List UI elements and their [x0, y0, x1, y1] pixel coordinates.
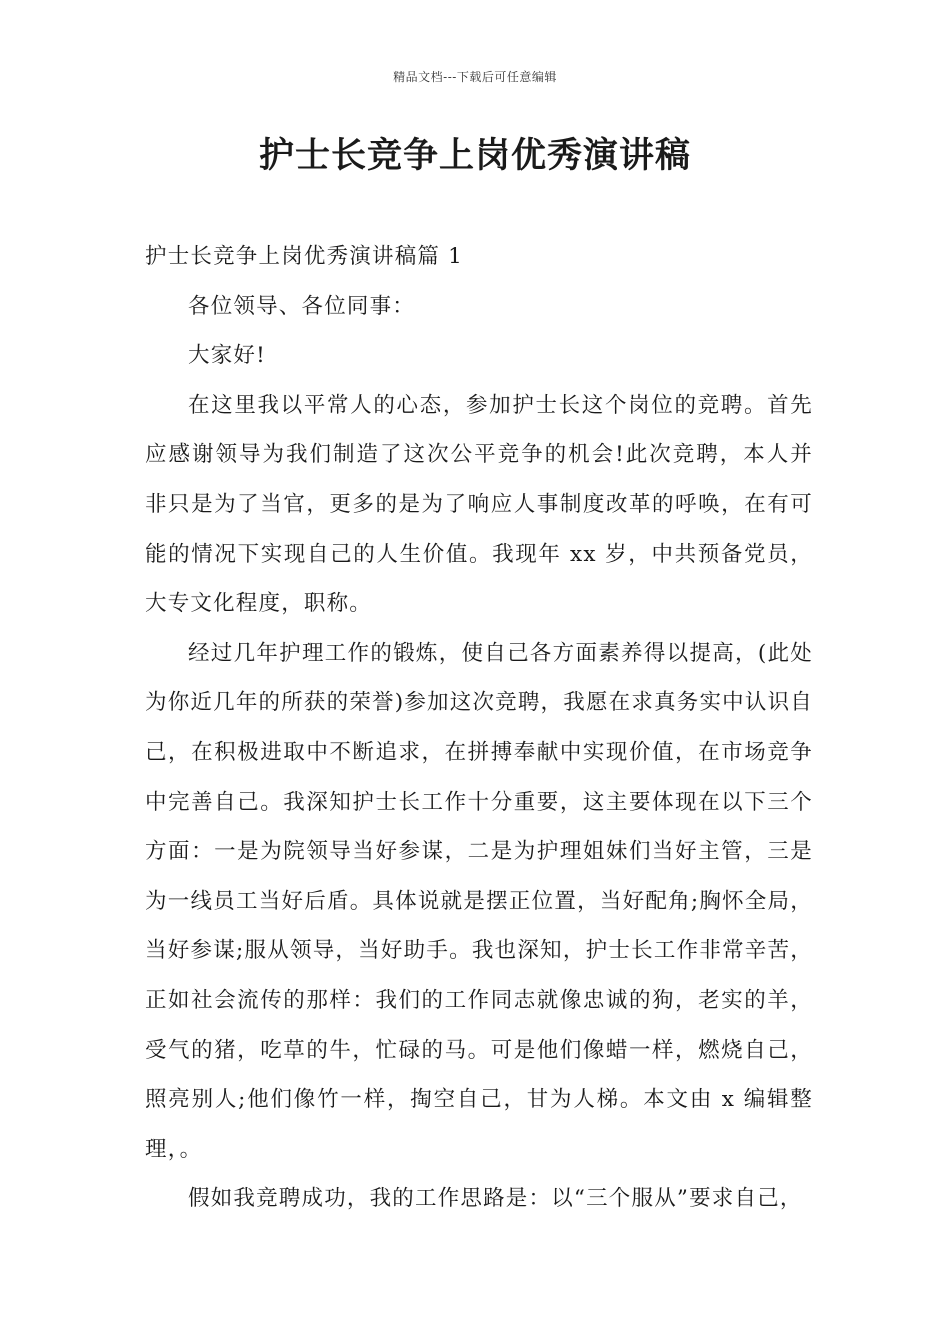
- greeting: 大家好!: [188, 343, 266, 369]
- body-paragraph: 经过几年护理工作的锻炼，使自己各方面素养得以提高，(此处为你近几年的所获的荣誉)参加这次竞聘，我愿在求真务实中认识自己，在积极进取中不断追求，在拼搏奉献中实现价值，在市场竞争中完善自己。我深知护士长工作十分重要，这主要体现在以下三个方面：一是为院领导当好参谋，二是为护理姐妹们当好主管，三是为一线员工当好后盾。具体说就是摆正位置，当好配角;胸怀全局，当好参谋;服从领导，当好助手。我也深知，护士长工作非常辛苦，正如社会流传的那样：我们的工作同志就像忠诚的狗，老实的羊，受气的猪，吃草的牛，忙碌的马。可是他们像蜡一样，燃烧自己，照亮别人;他们像竹一样，掏空自己，甘为人梯。本文由 x 编辑整理，。: [145, 640, 813, 1162]
- body-paragraph: 在这里我以平常人的心态，参加护士长这个岗位的竞聘。首先应感谢领导为我们制造了这次公平竞争的机会!此次竞聘，本人并非只是为了当官，更多的是为了响应人事制度改革的呼唤，在有可能的情况下实现自己的人生价值。我现年 xx 岁，中共预备党员，大专文化程度，职称。: [145, 392, 813, 617]
- body-paragraph: 假如我竞聘成功，我的工作思路是：以“三个服从”要求自己，: [188, 1186, 803, 1212]
- salutation: 各位领导、各位同事：: [188, 293, 416, 319]
- header-note: 精品文档---下载后可任意编辑: [393, 70, 557, 84]
- document-body: [145, 232, 813, 1224]
- document-title: 护士长竞争上岗优秀演讲稿: [258, 135, 691, 176]
- section-heading: 护士长竞争上岗优秀演讲稿篇 1: [145, 244, 464, 269]
